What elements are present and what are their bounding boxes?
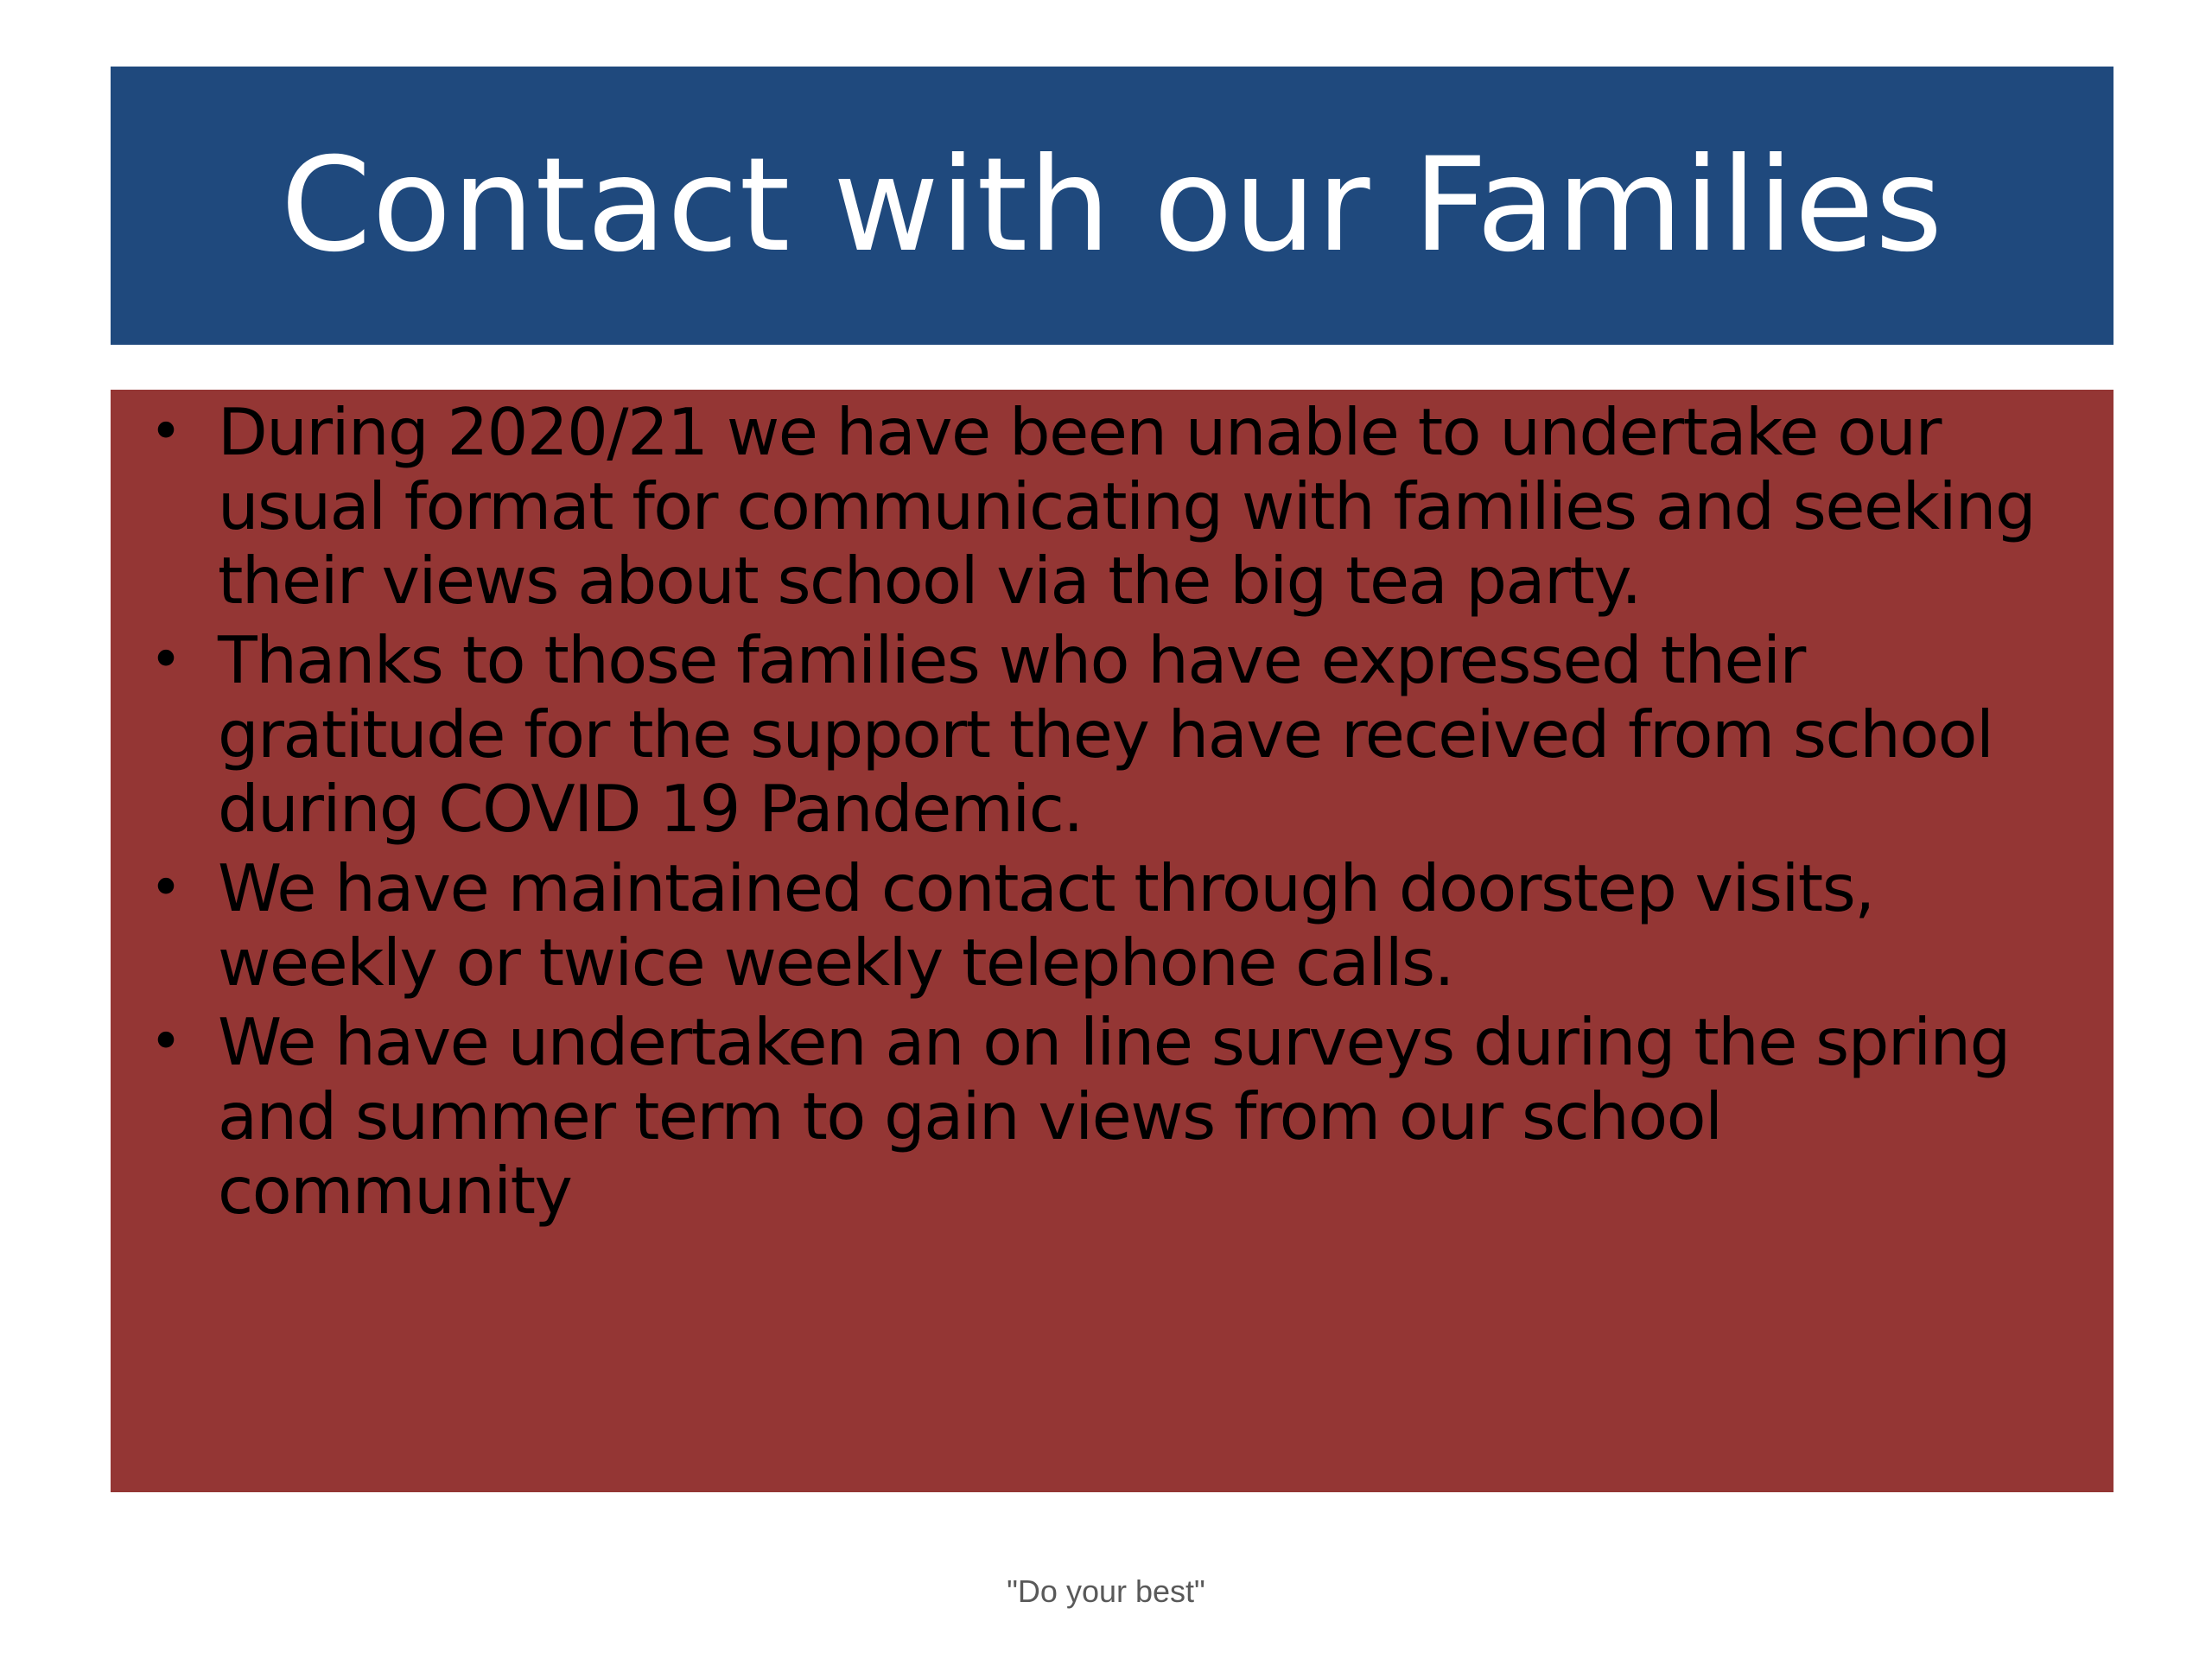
slide-title: Contact with our Families (280, 130, 1944, 281)
bullet-list (111, 395, 2088, 1228)
bullet-item (111, 623, 2088, 846)
bullet-text: During 2020/21 we have been unable to undertake our usual format for communicating with families and seeking their views about school via the big tea party. (218, 394, 2036, 619)
title-banner (111, 67, 2113, 345)
bullet-dot-icon: • (149, 856, 182, 920)
bullet-item (111, 1005, 2088, 1228)
bullet-text: We have maintained contact through doorstep visits, weekly or twice weekly telephone calls. (218, 850, 1874, 1001)
slide-footer: "Do your best" (1007, 1573, 1205, 1609)
content-panel (111, 390, 2113, 1492)
bullet-dot-icon: • (149, 628, 182, 692)
bullet-dot-icon: • (149, 1010, 182, 1074)
bullet-item (111, 395, 2088, 618)
bullet-item (111, 851, 2088, 1000)
bullet-dot-icon: • (149, 400, 182, 464)
bullet-text: We have undertaken an on line surveys during the spring and summer term to gain views from our school community (218, 1004, 2010, 1229)
bullet-text: Thanks to those families who have expressed their gratitude for the support they have received from school during COVID 19 Pandemic. (218, 622, 1993, 847)
